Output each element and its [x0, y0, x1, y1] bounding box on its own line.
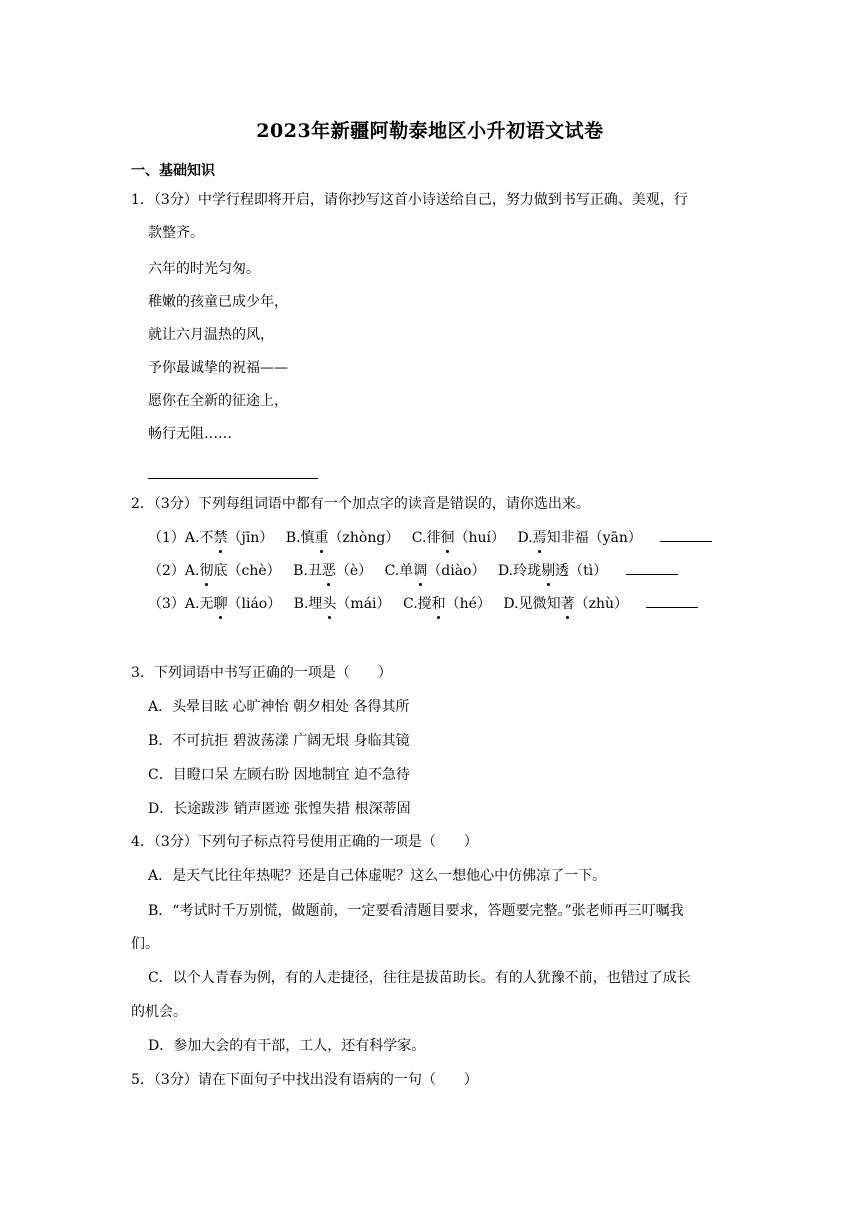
q1-stem-line1: 1．（3分）中学行程即将开启，请你抄写这首小诗送给自己，努力做到书写正确、美观，行	[131, 192, 688, 208]
q4-option-c-line2: 的机会。	[131, 1004, 187, 1020]
answer-blank[interactable]	[626, 560, 678, 575]
q1-stem-line2: 款整齐。	[148, 225, 204, 241]
page-title: 2023年新疆阿勒泰地区小升初语文试卷	[256, 120, 604, 142]
answer-blank[interactable]	[660, 527, 712, 542]
q3-option-a: A．头晕目眩 心旷神怡 朝夕相处 各得其所	[148, 699, 410, 715]
q4-option-c-line1: C．以个人青春为例，有的人走捷径，往往是拔苗助长。有的人犹豫不前，也错过了成长	[148, 970, 691, 986]
q2-row-1: （1）A.不禁（jīn） B.慎重（zhòng） C.徘徊（huí） D.焉知非福（yān）	[148, 527, 712, 548]
poem-line: 予你最诚挚的祝福——	[148, 360, 288, 376]
q4-option-d: D．参加大会的有干部，工人，还有科学家。	[148, 1038, 426, 1054]
q4-option-a: A．是天气比往年热呢？还是自己体虚呢？这么一想他心中仿佛凉了一下。	[148, 868, 607, 884]
q4-option-b-line1: B．“考试时千万别慌，做题前，一定要看清题目要求，答题要完整。”张老师再三叮嘱我	[148, 903, 684, 919]
q3-option-d: D．长途跋涉 销声匿迹 张惶失措 根深蒂固	[148, 801, 411, 817]
poem-line: 畅行无阻……	[148, 426, 232, 442]
q4-option-b-line2: 们。	[131, 936, 159, 952]
q2-row-2: （2）A.彻底（chè） B.丑恶（è） C.单调（diào） D.玲珑剔透（tì）	[148, 560, 678, 581]
poem-line: 愿你在全新的征途上，	[148, 393, 288, 409]
answer-blank[interactable]	[646, 593, 698, 608]
section-heading: 一、基础知识	[131, 163, 215, 179]
q2-stem: 2．（3分）下列每组词语中都有一个加点字的读音是错误的，请你选出来。	[131, 496, 590, 512]
poem-line: 六年的时光匀匆。	[148, 261, 260, 277]
q3-option-c: C．目瞪口呆 左顾右盼 因地制宜 迫不急待	[148, 767, 411, 783]
poem-line: 稚嫩的孩童已成少年，	[148, 294, 288, 310]
poem-line: 就让六月温热的风，	[148, 327, 274, 343]
q3-option-b: B．不可抗拒 碧波荡漾 广阔无垠 身临其镜	[148, 733, 410, 749]
q5-stem: 5．（3分）请在下面句子中找出没有语病的一句（ ）	[131, 1072, 478, 1088]
q1-answer-line[interactable]	[148, 478, 318, 479]
q2-row-3: （3）A.无聊（liáo） B.埋头（mái） C.搅和（hé） D.见微知著（zhù）	[148, 593, 698, 614]
q4-stem: 4．（3分）下列句子标点符号使用正确的一项是（ ）	[131, 834, 478, 850]
q3-stem: 3．下列词语中书写正确的一项是（ ）	[131, 665, 392, 681]
